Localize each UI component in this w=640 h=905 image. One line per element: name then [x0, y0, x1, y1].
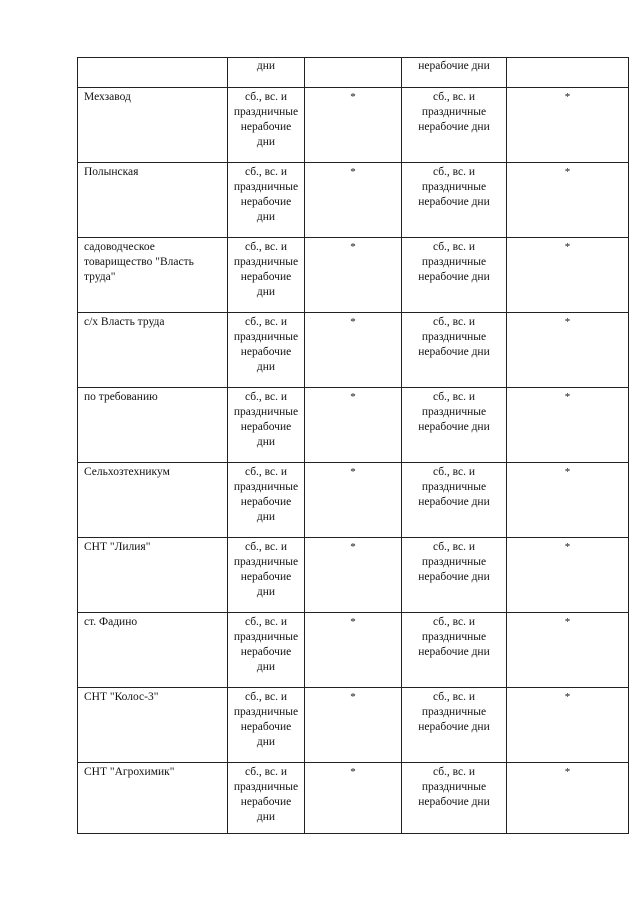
days-line: дни	[256, 511, 276, 523]
days-cell	[228, 88, 305, 163]
stop-name-cell	[78, 763, 228, 834]
days-line: нерабочие	[240, 196, 292, 208]
days-cell-2	[402, 538, 507, 613]
asterisk-mark: *	[350, 541, 356, 553]
stop-cell-empty	[78, 58, 228, 88]
days-cell-2	[402, 238, 507, 313]
days-line: нерабочие дни	[418, 271, 490, 283]
stop-name-cell	[78, 313, 228, 388]
table-row	[78, 238, 629, 313]
days-cell-2	[402, 463, 507, 538]
stop-name: Полынская	[84, 166, 139, 178]
stop-name-cell	[78, 163, 228, 238]
days-cell	[228, 58, 305, 88]
stop-name: по требованию	[84, 391, 158, 403]
stop-name: Мехзавод	[84, 91, 131, 103]
asterisk-mark: *	[350, 166, 356, 178]
days-line: дни	[256, 811, 276, 823]
mark-cell	[305, 388, 402, 463]
days-line: сб., вс. и	[244, 541, 288, 553]
days-line: нерабочие	[240, 571, 292, 583]
table-row	[78, 313, 629, 388]
days-line: праздничные	[421, 631, 487, 643]
days-line: праздничные	[233, 106, 299, 118]
asterisk-mark: *	[350, 466, 356, 478]
days-cell-2	[402, 58, 507, 88]
table-row	[78, 163, 629, 238]
schedule-table-body	[78, 58, 629, 834]
days-line: сб., вс. и	[432, 766, 476, 778]
mark-cell	[305, 163, 402, 238]
table-row	[78, 538, 629, 613]
days-line: сб., вс. и	[432, 391, 476, 403]
days-line: нерабочие дни	[418, 121, 490, 133]
mark-cell-2	[507, 763, 629, 834]
days-line: нерабочие	[240, 121, 292, 133]
stop-name: СНТ "Агрохимик"	[84, 766, 175, 778]
asterisk-mark: *	[564, 691, 571, 703]
days-cell	[228, 238, 305, 313]
days-line: дни	[256, 211, 276, 223]
days-line: дни	[256, 436, 276, 448]
days-cell-2	[402, 613, 507, 688]
days-line: сб., вс. и	[244, 616, 288, 628]
mark-cell-empty	[305, 58, 402, 88]
days-cell	[228, 688, 305, 763]
stop-name: с/х Власть труда	[84, 316, 165, 328]
days-line: праздничные	[421, 331, 487, 343]
mark-cell	[305, 538, 402, 613]
days-line: праздничные	[233, 481, 299, 493]
days-line: нерабочие	[240, 796, 292, 808]
days-line: праздничные	[421, 781, 487, 793]
mark-cell-empty-2	[507, 58, 629, 88]
mark-cell-2	[507, 613, 629, 688]
stop-name-cell	[78, 688, 228, 763]
mark-cell	[305, 688, 402, 763]
stop-name: Сельхозтехникум	[84, 466, 170, 478]
stop-name: ст. Фадино	[84, 616, 138, 628]
mark-cell-2	[507, 163, 629, 238]
stop-name-cell	[78, 388, 228, 463]
mark-cell-2	[507, 88, 629, 163]
stop-name: СНТ "Лилия"	[84, 541, 151, 553]
days-cell	[228, 613, 305, 688]
days-line: сб., вс. и	[244, 691, 288, 703]
mark-cell	[305, 463, 402, 538]
days-line: нерабочие дни	[418, 196, 490, 208]
days-line: дни	[256, 361, 276, 373]
stop-name: садоводческое товарищество "Власть труда"	[84, 241, 194, 283]
days-line: нерабочие дни	[418, 60, 490, 72]
days-line: праздничные	[421, 256, 487, 268]
days-line: праздничные	[233, 781, 299, 793]
days-line: дни	[256, 586, 276, 598]
days-line: нерабочие	[240, 721, 292, 733]
table-row	[78, 463, 629, 538]
days-line: праздничные	[421, 556, 487, 568]
days-line: праздничные	[233, 181, 299, 193]
schedule-table	[77, 57, 629, 834]
days-line: нерабочие дни	[418, 721, 490, 733]
days-cell-2	[402, 163, 507, 238]
days-cell	[228, 463, 305, 538]
days-line: нерабочие дни	[418, 421, 490, 433]
asterisk-mark: *	[350, 241, 356, 253]
days-line: нерабочие	[240, 346, 292, 358]
days-line: дни	[256, 661, 276, 673]
days-line: сб., вс. и	[244, 391, 288, 403]
days-cell-2	[402, 388, 507, 463]
days-line: праздничные	[233, 256, 299, 268]
days-line: праздничные	[233, 331, 299, 343]
stop-name-cell	[78, 463, 228, 538]
days-line: сб., вс. и	[432, 241, 476, 253]
days-line: дни	[256, 136, 276, 148]
days-line: сб., вс. и	[244, 766, 288, 778]
mark-cell-2	[507, 313, 629, 388]
table-row-continued	[78, 58, 629, 88]
table-row	[78, 388, 629, 463]
days-cell-2	[402, 313, 507, 388]
days-line: нерабочие дни	[418, 646, 490, 658]
asterisk-mark: *	[564, 91, 571, 103]
days-line: праздничные	[421, 406, 487, 418]
mark-cell	[305, 613, 402, 688]
asterisk-mark: *	[350, 766, 356, 778]
mark-cell-2	[507, 688, 629, 763]
days-cell-2	[402, 763, 507, 834]
days-line: нерабочие дни	[418, 796, 490, 808]
asterisk-mark: *	[564, 166, 571, 178]
days-line: нерабочие	[240, 646, 292, 658]
asterisk-mark: *	[350, 616, 356, 628]
table-row	[78, 613, 629, 688]
table-row	[78, 88, 629, 163]
days-line: праздничные	[233, 406, 299, 418]
days-line: нерабочие дни	[418, 571, 490, 583]
asterisk-mark: *	[564, 316, 571, 328]
days-cell	[228, 313, 305, 388]
days-line: сб., вс. и	[432, 466, 476, 478]
asterisk-mark: *	[350, 691, 356, 703]
days-cell	[228, 763, 305, 834]
mark-cell-2	[507, 388, 629, 463]
days-line: дни	[256, 60, 276, 72]
asterisk-mark: *	[350, 316, 356, 328]
days-line: праздничные	[233, 556, 299, 568]
days-line: праздничные	[421, 106, 487, 118]
days-line: праздничные	[233, 631, 299, 643]
asterisk-mark: *	[564, 766, 571, 778]
asterisk-mark: *	[564, 541, 571, 553]
days-line: нерабочие дни	[418, 496, 490, 508]
stop-name: СНТ "Колос-3"	[84, 691, 159, 703]
days-line: сб., вс. и	[432, 616, 476, 628]
days-line: нерабочие	[240, 271, 292, 283]
days-line: нерабочие	[240, 496, 292, 508]
days-line: праздничные	[233, 706, 299, 718]
days-line: сб., вс. и	[244, 316, 288, 328]
days-line: сб., вс. и	[432, 166, 476, 178]
mark-cell	[305, 763, 402, 834]
days-line: сб., вс. и	[432, 91, 476, 103]
days-line: сб., вс. и	[244, 166, 288, 178]
days-line: праздничные	[421, 481, 487, 493]
mark-cell-2	[507, 538, 629, 613]
asterisk-mark: *	[564, 391, 571, 403]
days-line: праздничные	[421, 706, 487, 718]
days-line: сб., вс. и	[432, 541, 476, 553]
days-line: нерабочие дни	[418, 346, 490, 358]
days-line: сб., вс. и	[432, 316, 476, 328]
days-line: нерабочие	[240, 421, 292, 433]
mark-cell	[305, 313, 402, 388]
stop-name-cell	[78, 613, 228, 688]
table-row	[78, 688, 629, 763]
days-cell	[228, 163, 305, 238]
mark-cell-2	[507, 238, 629, 313]
mark-cell	[305, 238, 402, 313]
stop-name-cell	[78, 238, 228, 313]
table-row	[78, 763, 629, 834]
days-line: дни	[256, 286, 276, 298]
days-line: сб., вс. и	[432, 691, 476, 703]
asterisk-mark: *	[564, 466, 571, 478]
days-cell	[228, 388, 305, 463]
days-line: дни	[256, 736, 276, 748]
asterisk-mark: *	[564, 241, 571, 253]
days-cell-2	[402, 688, 507, 763]
mark-cell	[305, 88, 402, 163]
mark-cell-2	[507, 463, 629, 538]
stop-name-cell	[78, 88, 228, 163]
days-cell	[228, 538, 305, 613]
days-line: сб., вс. и	[244, 241, 288, 253]
days-line: сб., вс. и	[244, 466, 288, 478]
days-line: сб., вс. и	[244, 91, 288, 103]
asterisk-mark: *	[350, 391, 356, 403]
asterisk-mark: *	[350, 91, 356, 103]
days-line: праздничные	[421, 181, 487, 193]
days-cell-2	[402, 88, 507, 163]
stop-name-cell	[78, 538, 228, 613]
asterisk-mark: *	[564, 616, 571, 628]
